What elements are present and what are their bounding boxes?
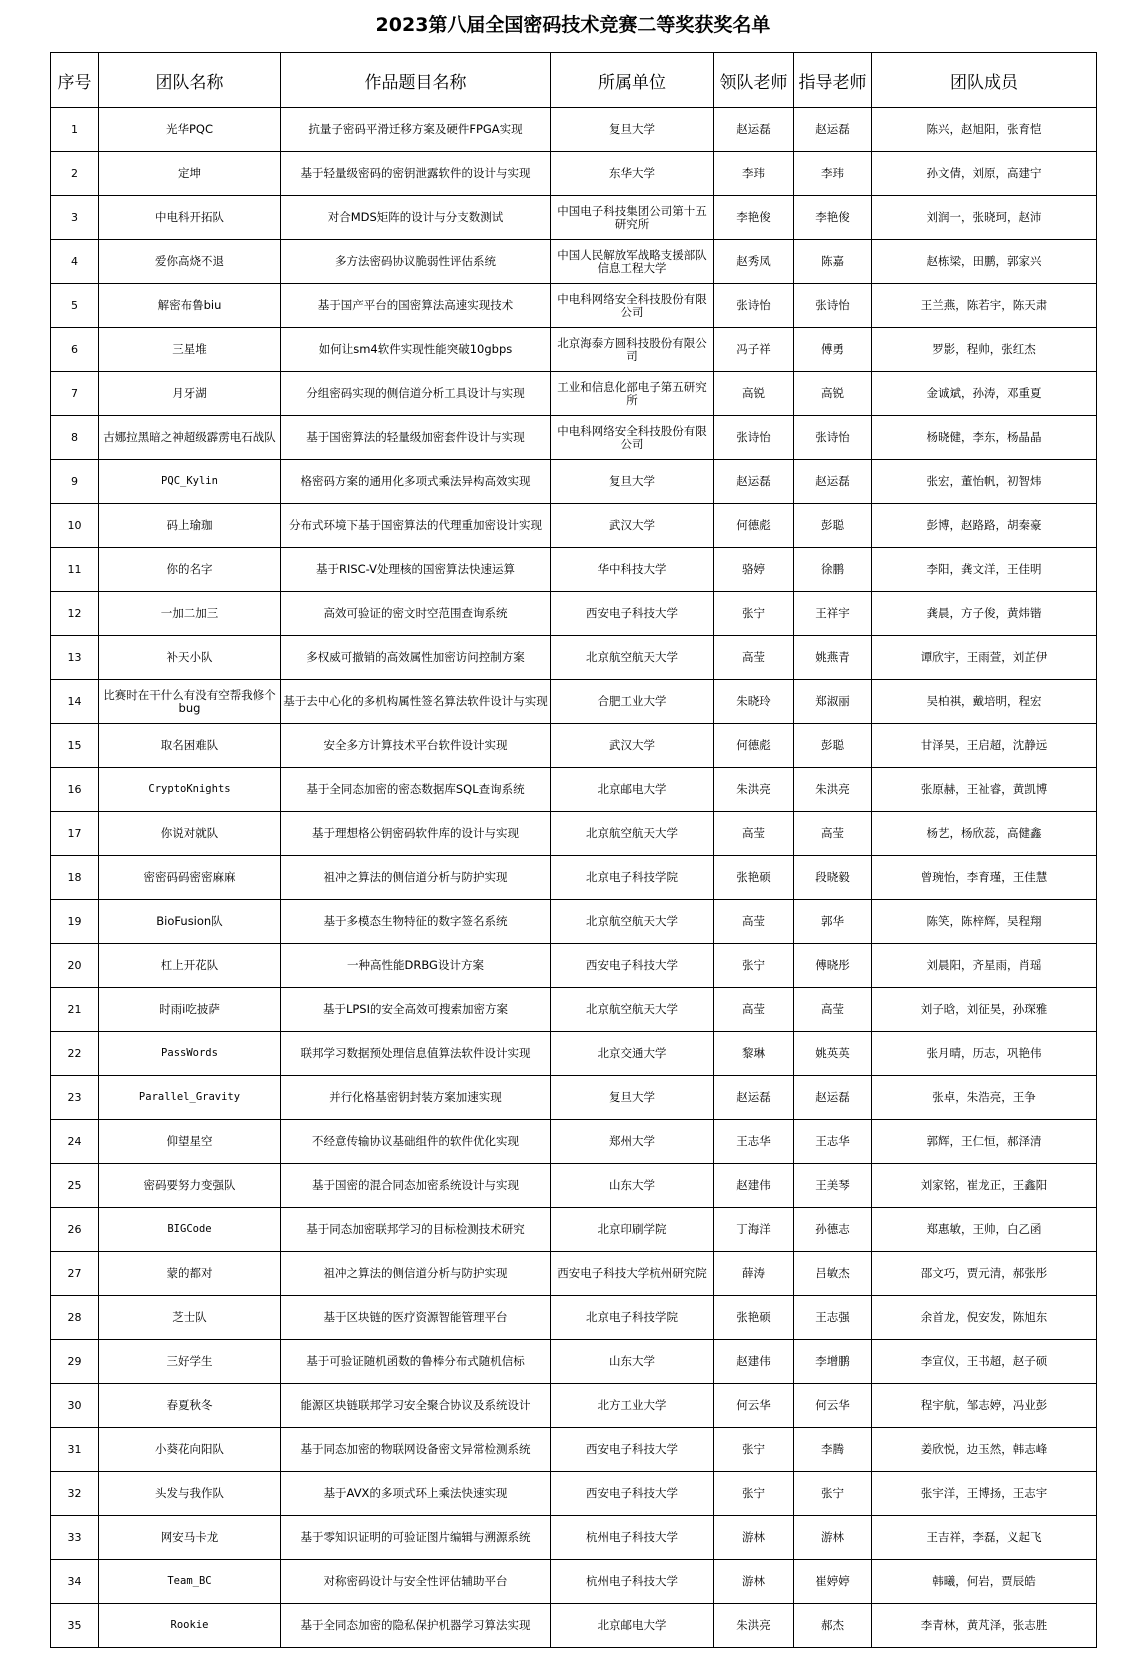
- table-row: [51, 1516, 1097, 1560]
- cell-advisor: 王美琴: [794, 1164, 872, 1208]
- cell-index: 22: [51, 1032, 99, 1076]
- cell-institution: 北京航空航天大学: [551, 988, 714, 1032]
- cell-team-members: 金诚斌，孙涛，邓重夏: [872, 372, 1097, 416]
- cell-project-title: 基于全同态加密的密态数据库SQL查询系统: [281, 768, 551, 812]
- table-row: [51, 768, 1097, 812]
- cell-team-lead-teacher: 张艳硕: [714, 856, 794, 900]
- cell-team-name: 三星堆: [99, 328, 281, 372]
- cell-team-members: 罗影，程帅，张红杰: [872, 328, 1097, 372]
- cell-institution: 西安电子科技大学: [551, 944, 714, 988]
- cell-index: 3: [51, 196, 99, 240]
- header-row: [51, 53, 1097, 108]
- cell-advisor: 高莹: [794, 812, 872, 856]
- table-row: [51, 856, 1097, 900]
- cell-institution: 武汉大学: [551, 724, 714, 768]
- header-team-lead-teacher: 领队老师: [714, 53, 794, 108]
- table-row: [51, 1076, 1097, 1120]
- table-row: [51, 1472, 1097, 1516]
- cell-team-members: 韩曦，何岩，贾辰皓: [872, 1560, 1097, 1604]
- cell-institution: 山东大学: [551, 1164, 714, 1208]
- cell-team-members: 邵文巧，贾元清，郝张彤: [872, 1252, 1097, 1296]
- cell-project-title: 对合MDS矩阵的设计与分支数测试: [281, 196, 551, 240]
- cell-project-title: 基于AVX的多项式环上乘法快速实现: [281, 1472, 551, 1516]
- cell-team-lead-teacher: 王志华: [714, 1120, 794, 1164]
- cell-team-name: 杠上开花队: [99, 944, 281, 988]
- cell-advisor: 崔婷婷: [794, 1560, 872, 1604]
- cell-team-lead-teacher: 黎琳: [714, 1032, 794, 1076]
- cell-advisor: 孙德志: [794, 1208, 872, 1252]
- cell-team-members: 余首龙，倪安发，陈旭东: [872, 1296, 1097, 1340]
- award-table: [50, 52, 1097, 1648]
- cell-institution: 杭州电子科技大学: [551, 1516, 714, 1560]
- cell-team-members: 刘子晗，刘征昊，孙琛雅: [872, 988, 1097, 1032]
- cell-team-members: 陈兴，赵旭阳，张育恺: [872, 108, 1097, 152]
- cell-index: 23: [51, 1076, 99, 1120]
- cell-team-name: 密码要努力变强队: [99, 1164, 281, 1208]
- cell-team-members: 王吉祥，李磊，义起飞: [872, 1516, 1097, 1560]
- cell-advisor: 郭华: [794, 900, 872, 944]
- cell-team-name: 三好学生: [99, 1340, 281, 1384]
- cell-index: 17: [51, 812, 99, 856]
- cell-team-lead-teacher: 何德彪: [714, 504, 794, 548]
- table-row: [51, 548, 1097, 592]
- cell-project-title: 高效可验证的密文时空范围查询系统: [281, 592, 551, 636]
- cell-team-name: 小葵花向阳队: [99, 1428, 281, 1472]
- cell-institution: 北京电子科技学院: [551, 1296, 714, 1340]
- cell-advisor: 段晓毅: [794, 856, 872, 900]
- cell-index: 19: [51, 900, 99, 944]
- cell-advisor: 彭聪: [794, 504, 872, 548]
- header-institution: 所属单位: [551, 53, 714, 108]
- cell-team-name: PQC_Kylin: [99, 460, 281, 504]
- cell-team-lead-teacher: 张宁: [714, 1472, 794, 1516]
- cell-project-title: 不经意传输协议基础组件的软件优化实现: [281, 1120, 551, 1164]
- cell-team-lead-teacher: 李艳俊: [714, 196, 794, 240]
- cell-team-members: 陈笑，陈梓辉，吴程翔: [872, 900, 1097, 944]
- cell-team-name: 光华PQC: [99, 108, 281, 152]
- cell-team-name: 一加二加三: [99, 592, 281, 636]
- cell-institution: 北京交通大学: [551, 1032, 714, 1076]
- cell-team-lead-teacher: 赵运磊: [714, 460, 794, 504]
- cell-team-members: 郑惠敏，王帅，白乙函: [872, 1208, 1097, 1252]
- table-row: [51, 416, 1097, 460]
- cell-team-name: 古娜拉黑暗之神超级霹雳电石战队: [99, 416, 281, 460]
- cell-advisor: 郝杰: [794, 1604, 872, 1648]
- cell-advisor: 李玮: [794, 152, 872, 196]
- cell-team-name: 你说对就队: [99, 812, 281, 856]
- cell-team-members: 张宏，董怡帆，初智炜: [872, 460, 1097, 504]
- table-row: [51, 1560, 1097, 1604]
- cell-advisor: 何云华: [794, 1384, 872, 1428]
- table-row: [51, 1384, 1097, 1428]
- cell-project-title: 基于区块链的医疗资源智能管理平台: [281, 1296, 551, 1340]
- cell-index: 24: [51, 1120, 99, 1164]
- cell-project-title: 基于国产平台的国密算法高速实现技术: [281, 284, 551, 328]
- cell-team-members: 李阳，龚文洋，王佳明: [872, 548, 1097, 592]
- cell-project-title: 分组密码实现的侧信道分析工具设计与实现: [281, 372, 551, 416]
- cell-project-title: 基于全同态加密的隐私保护机器学习算法实现: [281, 1604, 551, 1648]
- cell-project-title: 安全多方计算技术平台软件设计实现: [281, 724, 551, 768]
- cell-project-title: 格密码方案的通用化多项式乘法异构高效实现: [281, 460, 551, 504]
- cell-team-lead-teacher: 高莹: [714, 900, 794, 944]
- cell-team-name: BioFusion队: [99, 900, 281, 944]
- cell-team-name: 芝士队: [99, 1296, 281, 1340]
- cell-team-name: Rookie: [99, 1604, 281, 1648]
- cell-team-members: 彭博，赵路路，胡秦豪: [872, 504, 1097, 548]
- cell-team-lead-teacher: 朱晓玲: [714, 680, 794, 724]
- cell-advisor: 游林: [794, 1516, 872, 1560]
- cell-index: 27: [51, 1252, 99, 1296]
- cell-institution: 北京邮电大学: [551, 1604, 714, 1648]
- cell-institution: 华中科技大学: [551, 548, 714, 592]
- cell-advisor: 郑淑丽: [794, 680, 872, 724]
- cell-project-title: 基于可验证随机函数的鲁棒分布式随机信标: [281, 1340, 551, 1384]
- cell-institution: 复旦大学: [551, 460, 714, 504]
- cell-team-members: 杨艺，杨欣蕊，高健鑫: [872, 812, 1097, 856]
- cell-project-title: 如何让sm4软件实现性能突破10gbps: [281, 328, 551, 372]
- cell-advisor: 李艳俊: [794, 196, 872, 240]
- table-row: [51, 1604, 1097, 1648]
- cell-project-title: 基于国密算法的轻量级加密套件设计与实现: [281, 416, 551, 460]
- cell-team-members: 李宣仪，王书超，赵子硕: [872, 1340, 1097, 1384]
- cell-index: 35: [51, 1604, 99, 1648]
- cell-team-members: 龚晨，方子俊，黄炜锴: [872, 592, 1097, 636]
- cell-team-members: 张月晴，历志，巩艳伟: [872, 1032, 1097, 1076]
- cell-index: 6: [51, 328, 99, 372]
- cell-institution: 西安电子科技大学: [551, 1428, 714, 1472]
- header-project-title: 作品题目名称: [281, 53, 551, 108]
- cell-team-lead-teacher: 高莹: [714, 636, 794, 680]
- cell-advisor: 傅晓彤: [794, 944, 872, 988]
- cell-team-lead-teacher: 张诗怡: [714, 284, 794, 328]
- cell-project-title: 基于国密的混合同态加密系统设计与实现: [281, 1164, 551, 1208]
- cell-team-lead-teacher: 赵建伟: [714, 1164, 794, 1208]
- cell-project-title: 并行化格基密钥封装方案加速实现: [281, 1076, 551, 1120]
- table-row: [51, 460, 1097, 504]
- cell-team-name: Parallel_Gravity: [99, 1076, 281, 1120]
- cell-advisor: 李腾: [794, 1428, 872, 1472]
- table-row: [51, 1164, 1097, 1208]
- cell-index: 34: [51, 1560, 99, 1604]
- cell-advisor: 彭聪: [794, 724, 872, 768]
- cell-team-members: 王兰燕，陈若宇，陈天肃: [872, 284, 1097, 328]
- cell-project-title: 祖冲之算法的侧信道分析与防护实现: [281, 1252, 551, 1296]
- cell-institution: 中电科网络安全科技股份有限公司: [551, 416, 714, 460]
- cell-index: 18: [51, 856, 99, 900]
- page-title: 2023第八届全国密码技术竞赛二等奖获奖名单: [375, 14, 771, 36]
- cell-institution: 郑州大学: [551, 1120, 714, 1164]
- cell-team-name: 取名困难队: [99, 724, 281, 768]
- cell-team-lead-teacher: 丁海洋: [714, 1208, 794, 1252]
- cell-project-title: 基于同态加密联邦学习的目标检测技术研究: [281, 1208, 551, 1252]
- cell-institution: 山东大学: [551, 1340, 714, 1384]
- cell-team-lead-teacher: 高莹: [714, 988, 794, 1032]
- cell-team-name: 爱你高烧不退: [99, 240, 281, 284]
- cell-team-name: 补天小队: [99, 636, 281, 680]
- cell-project-title: 基于零知识证明的可验证图片编辑与溯源系统: [281, 1516, 551, 1560]
- cell-team-name: 网安马卡龙: [99, 1516, 281, 1560]
- cell-team-name: BIGCode: [99, 1208, 281, 1252]
- cell-team-name: PassWords: [99, 1032, 281, 1076]
- cell-team-lead-teacher: 薛涛: [714, 1252, 794, 1296]
- cell-team-members: 张原赫，王祉睿，黄凯博: [872, 768, 1097, 812]
- cell-index: 10: [51, 504, 99, 548]
- cell-team-lead-teacher: 赵运磊: [714, 1076, 794, 1120]
- cell-index: 12: [51, 592, 99, 636]
- cell-team-name: 仰望星空: [99, 1120, 281, 1164]
- cell-advisor: 高莹: [794, 988, 872, 1032]
- cell-team-members: 曾琬怡，李育瑾，王佳慧: [872, 856, 1097, 900]
- cell-team-lead-teacher: 张宁: [714, 592, 794, 636]
- cell-institution: 北京航空航天大学: [551, 636, 714, 680]
- table-row: [51, 152, 1097, 196]
- header-advisor: 指导老师: [794, 53, 872, 108]
- cell-team-members: 程宇航，邹志婷，冯业彭: [872, 1384, 1097, 1428]
- cell-team-members: 赵栋梁，田鹏，郭家兴: [872, 240, 1097, 284]
- cell-team-lead-teacher: 高莹: [714, 812, 794, 856]
- cell-advisor: 张诗怡: [794, 284, 872, 328]
- table-row: [51, 1296, 1097, 1340]
- cell-team-members: 甘泽昊，王启超，沈静远: [872, 724, 1097, 768]
- cell-team-members: 杨晓健，李东，杨晶晶: [872, 416, 1097, 460]
- cell-team-members: 李青林，黄芃泽，张志胜: [872, 1604, 1097, 1648]
- cell-project-title: 基于同态加密的物联网设备密文异常检测系统: [281, 1428, 551, 1472]
- cell-team-lead-teacher: 骆婷: [714, 548, 794, 592]
- cell-team-name: 你的名字: [99, 548, 281, 592]
- table-row: [51, 372, 1097, 416]
- cell-advisor: 张宁: [794, 1472, 872, 1516]
- cell-institution: 北京航空航天大学: [551, 900, 714, 944]
- cell-team-name: CryptoKnights: [99, 768, 281, 812]
- cell-team-lead-teacher: 李玮: [714, 152, 794, 196]
- cell-project-title: 基于轻量级密码的密钥泄露软件的设计与实现: [281, 152, 551, 196]
- table-row: [51, 240, 1097, 284]
- cell-team-name: 密密码码密密麻麻: [99, 856, 281, 900]
- table-row: [51, 1032, 1097, 1076]
- table-row: [51, 944, 1097, 988]
- cell-team-members: 张宇洋，王博扬，王志宇: [872, 1472, 1097, 1516]
- table-row: [51, 900, 1097, 944]
- cell-team-members: 孙文倩，刘原，高建宁: [872, 152, 1097, 196]
- cell-project-title: 基于多模态生物特征的数字签名系统: [281, 900, 551, 944]
- cell-team-lead-teacher: 张宁: [714, 1428, 794, 1472]
- cell-advisor: 吕敏杰: [794, 1252, 872, 1296]
- table-row: [51, 1120, 1097, 1164]
- cell-team-lead-teacher: 何云华: [714, 1384, 794, 1428]
- cell-advisor: 王志华: [794, 1120, 872, 1164]
- cell-index: 13: [51, 636, 99, 680]
- cell-project-title: 分布式环境下基于国密算法的代理重加密设计实现: [281, 504, 551, 548]
- cell-project-title: 抗量子密码平滑迁移方案及硬件FPGA实现: [281, 108, 551, 152]
- cell-team-name: 中电科开拓队: [99, 196, 281, 240]
- cell-index: 29: [51, 1340, 99, 1384]
- cell-institution: 中国电子科技集团公司第十五研究所: [551, 196, 714, 240]
- cell-advisor: 徐鹏: [794, 548, 872, 592]
- cell-index: 1: [51, 108, 99, 152]
- cell-index: 26: [51, 1208, 99, 1252]
- cell-team-name: 头发与我作队: [99, 1472, 281, 1516]
- table-row: [51, 196, 1097, 240]
- cell-institution: 武汉大学: [551, 504, 714, 548]
- cell-team-members: 刘晨阳，齐星雨，肖瑶: [872, 944, 1097, 988]
- cell-institution: 西安电子科技大学: [551, 592, 714, 636]
- cell-index: 2: [51, 152, 99, 196]
- cell-team-name: 比赛时在干什么有没有空帮我修个bug: [99, 680, 281, 724]
- cell-team-lead-teacher: 朱洪亮: [714, 768, 794, 812]
- cell-team-name: 码上瑜珈: [99, 504, 281, 548]
- cell-institution: 杭州电子科技大学: [551, 1560, 714, 1604]
- cell-advisor: 高锐: [794, 372, 872, 416]
- cell-team-name: 蒙的都对: [99, 1252, 281, 1296]
- cell-team-lead-teacher: 朱洪亮: [714, 1604, 794, 1648]
- cell-institution: 复旦大学: [551, 108, 714, 152]
- cell-team-lead-teacher: 何德彪: [714, 724, 794, 768]
- cell-team-name: Team_BC: [99, 1560, 281, 1604]
- cell-team-lead-teacher: 张宁: [714, 944, 794, 988]
- cell-advisor: 赵运磊: [794, 460, 872, 504]
- cell-institution: 北京航空航天大学: [551, 812, 714, 856]
- cell-team-lead-teacher: 游林: [714, 1516, 794, 1560]
- header-team-name: 团队名称: [99, 53, 281, 108]
- cell-project-title: 基于RISC-V处理核的国密算法快速运算: [281, 548, 551, 592]
- cell-project-title: 基于理想格公钥密码软件库的设计与实现: [281, 812, 551, 856]
- cell-advisor: 朱洪亮: [794, 768, 872, 812]
- cell-institution: 东华大学: [551, 152, 714, 196]
- cell-team-name: 月牙湖: [99, 372, 281, 416]
- cell-index: 25: [51, 1164, 99, 1208]
- table-row: [51, 812, 1097, 856]
- cell-index: 31: [51, 1428, 99, 1472]
- cell-index: 33: [51, 1516, 99, 1560]
- table-row: [51, 1208, 1097, 1252]
- table-row: [51, 504, 1097, 548]
- cell-team-lead-teacher: 赵建伟: [714, 1340, 794, 1384]
- cell-project-title: 基于去中心化的多机构属性签名算法软件设计与实现: [281, 680, 551, 724]
- cell-index: 30: [51, 1384, 99, 1428]
- cell-index: 11: [51, 548, 99, 592]
- cell-index: 16: [51, 768, 99, 812]
- cell-index: 20: [51, 944, 99, 988]
- cell-team-lead-teacher: 赵运磊: [714, 108, 794, 152]
- cell-team-members: 刘润一，张晓珂，赵沛: [872, 196, 1097, 240]
- cell-institution: 北京海泰方圆科技股份有限公司: [551, 328, 714, 372]
- cell-team-lead-teacher: 张诗怡: [714, 416, 794, 460]
- table-row: [51, 724, 1097, 768]
- table-row: [51, 680, 1097, 724]
- cell-project-title: 多方法密码协议脆弱性评估系统: [281, 240, 551, 284]
- table-row: [51, 1340, 1097, 1384]
- table-row: [51, 108, 1097, 152]
- cell-advisor: 张诗怡: [794, 416, 872, 460]
- cell-team-members: 刘家铭，崔龙正，王鑫阳: [872, 1164, 1097, 1208]
- cell-project-title: 联邦学习数据预处理信息值算法软件设计实现: [281, 1032, 551, 1076]
- cell-index: 5: [51, 284, 99, 328]
- cell-advisor: 王祥宇: [794, 592, 872, 636]
- cell-project-title: 能源区块链联邦学习安全聚合协议及系统设计: [281, 1384, 551, 1428]
- cell-institution: 北京印刷学院: [551, 1208, 714, 1252]
- cell-team-members: 吴柏祺，戴培明，程宏: [872, 680, 1097, 724]
- cell-advisor: 李增鹏: [794, 1340, 872, 1384]
- cell-advisor: 赵运磊: [794, 1076, 872, 1120]
- cell-project-title: 祖冲之算法的侧信道分析与防护实现: [281, 856, 551, 900]
- cell-advisor: 姚英英: [794, 1032, 872, 1076]
- table-row: [51, 284, 1097, 328]
- cell-institution: 北京电子科技学院: [551, 856, 714, 900]
- table-row: [51, 636, 1097, 680]
- cell-index: 14: [51, 680, 99, 724]
- cell-team-lead-teacher: 游林: [714, 1560, 794, 1604]
- cell-institution: 北京邮电大学: [551, 768, 714, 812]
- cell-index: 9: [51, 460, 99, 504]
- cell-institution: 西安电子科技大学: [551, 1472, 714, 1516]
- cell-team-name: 时雨i吃披萨: [99, 988, 281, 1032]
- cell-institution: 合肥工业大学: [551, 680, 714, 724]
- cell-institution: 北方工业大学: [551, 1384, 714, 1428]
- header-team-members: 团队成员: [872, 53, 1097, 108]
- cell-team-name: 定坤: [99, 152, 281, 196]
- cell-institution: 中国人民解放军战略支援部队信息工程大学: [551, 240, 714, 284]
- table-row: [51, 1252, 1097, 1296]
- cell-advisor: 王志强: [794, 1296, 872, 1340]
- cell-project-title: 基于LPSI的安全高效可搜索加密方案: [281, 988, 551, 1032]
- cell-project-title: 一种高性能DRBG设计方案: [281, 944, 551, 988]
- table-row: [51, 1428, 1097, 1472]
- cell-index: 28: [51, 1296, 99, 1340]
- cell-team-members: 姜欣悦，边玉然，韩志峰: [872, 1428, 1097, 1472]
- cell-institution: 西安电子科技大学杭州研究院: [551, 1252, 714, 1296]
- cell-index: 4: [51, 240, 99, 284]
- table-row: [51, 328, 1097, 372]
- cell-advisor: 姚燕青: [794, 636, 872, 680]
- cell-institution: 中电科网络安全科技股份有限公司: [551, 284, 714, 328]
- table-row: [51, 592, 1097, 636]
- cell-team-members: 谭欣宇，王雨萱，刘芷伊: [872, 636, 1097, 680]
- cell-team-name: 春夏秋冬: [99, 1384, 281, 1428]
- cell-team-lead-teacher: 张艳硕: [714, 1296, 794, 1340]
- cell-advisor: 赵运磊: [794, 108, 872, 152]
- cell-index: 21: [51, 988, 99, 1032]
- cell-team-name: 解密布鲁biu: [99, 284, 281, 328]
- cell-team-lead-teacher: 高锐: [714, 372, 794, 416]
- cell-project-title: 多权威可撤销的高效属性加密访问控制方案: [281, 636, 551, 680]
- table-row: [51, 988, 1097, 1032]
- cell-team-lead-teacher: 冯子祥: [714, 328, 794, 372]
- cell-index: 32: [51, 1472, 99, 1516]
- cell-institution: 工业和信息化部电子第五研究所: [551, 372, 714, 416]
- cell-team-members: 郭辉，王仁恒，郝泽清: [872, 1120, 1097, 1164]
- cell-advisor: 傅勇: [794, 328, 872, 372]
- cell-project-title: 对称密码设计与安全性评估辅助平台: [281, 1560, 551, 1604]
- cell-index: 8: [51, 416, 99, 460]
- cell-team-lead-teacher: 赵秀凤: [714, 240, 794, 284]
- header-index: 序号: [51, 53, 99, 108]
- cell-institution: 复旦大学: [551, 1076, 714, 1120]
- cell-advisor: 陈嘉: [794, 240, 872, 284]
- cell-index: 15: [51, 724, 99, 768]
- cell-team-members: 张卓，朱浩亮，王争: [872, 1076, 1097, 1120]
- cell-index: 7: [51, 372, 99, 416]
